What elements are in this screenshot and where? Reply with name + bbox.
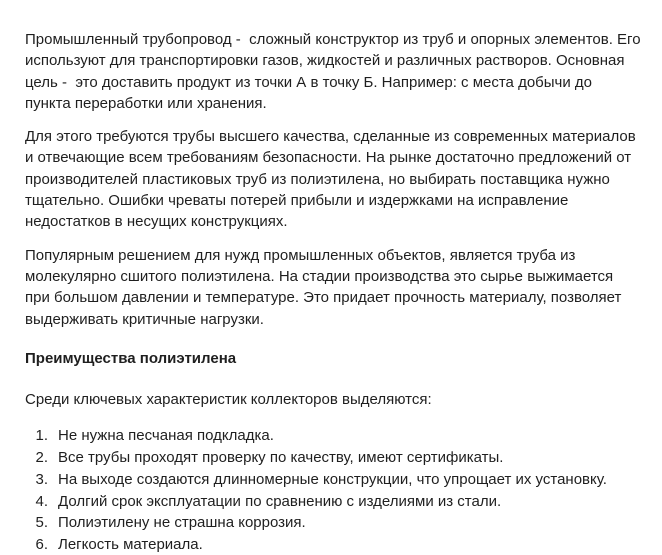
list-item-number: 5. <box>35 514 48 532</box>
list-item-text: Не нужна песчаная подкладка. <box>58 427 274 445</box>
list-item <box>25 469 641 491</box>
list-item-number: 3. <box>35 470 48 488</box>
list-item <box>25 447 641 469</box>
paragraph-pex-solution: Популярным решением для нужд промышленных объектов, является труба из молекулярно сшитого полиэтилена. На стадии производства это сырье выжимается при большом давлении и температуре. Это придает прочность материалу, позволяет выдерживать критичные нагрузки. <box>25 246 626 328</box>
advantages-list <box>25 425 641 555</box>
paragraph-pipeline-intro: Промышленный трубопровод - сложный конструктор из труб и опорных элементов. Его используют для транспортировки газов, жидкостей и различных растворов. Основная цель - это доставить продукт из точки А в точку Б. Например: с места добычи до пункта переработки или хранения. <box>25 31 645 112</box>
list-item-number: 4. <box>35 492 48 510</box>
list-item-text: Долгий срок эксплуатации по сравнению с изделиями из стали. <box>58 492 502 510</box>
list-item-number: 2. <box>35 449 48 467</box>
list-item <box>25 512 641 534</box>
list-item-text: На выходе создаются длинномерные конструкции, что упрощает их установку. <box>58 470 607 488</box>
list-item-number: 6. <box>35 536 48 554</box>
list-item-text: Полиэтилену не страшна коррозия. <box>58 514 306 532</box>
list-item <box>25 491 641 513</box>
list-item <box>25 425 641 447</box>
list-item <box>25 534 641 555</box>
list-intro: Среди ключевых характеристик коллекторов выделяются: <box>25 391 432 409</box>
list-item-number: 1. <box>35 427 48 445</box>
section-heading-advantages: Преимущества полиэтилена <box>25 349 237 367</box>
paragraph-quality-requirements: Для этого требуются трубы высшего качества, сделанные из современных материалов и отвечающие всем требованиям безопасности. На рынке достаточно предложений от производителей пластиковых труб из полиэтилена, но выбирать поставщика нужно тщательно. Ошибки чреваты потерей прибыли и издержками на исправление недостатков в несущих конструкциях. <box>25 128 640 231</box>
list-item-text: Все трубы проходят проверку по качеству, имеют сертификаты. <box>58 449 504 467</box>
list-item-text: Легкость материала. <box>58 536 203 554</box>
